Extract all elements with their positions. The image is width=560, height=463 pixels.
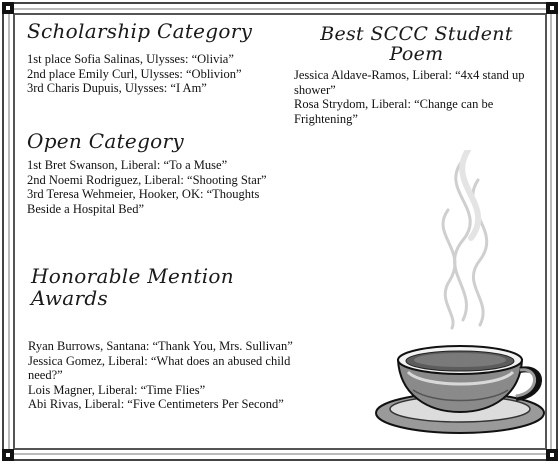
- open-entry-1: 1st Bret Swanson, Liberal: “To a Muse”: [27, 158, 228, 172]
- scholarship-entry-1: 1st place Sofia Salinas, Ulysses: “Olivia”: [27, 52, 234, 66]
- honorable-entry-1: Ryan Burrows, Santana: “Thank You, Mrs. Sullivan”: [28, 339, 293, 353]
- honorable-entry-4: Abi Rivas, Liberal: “Five Centimeters Per Second”: [28, 397, 284, 411]
- scholarship-section: [27, 20, 289, 96]
- scholarship-entry-3: 3rd Charis Dupuis, Ulysses: “I Am”: [27, 81, 207, 95]
- honorable-mention-heading: Honorable Mention Awards: [31, 264, 234, 310]
- open-entry-2: 2nd Noemi Rodriguez, Liberal: “Shooting Star”: [27, 172, 267, 187]
- honorable-mention-section: [28, 264, 293, 412]
- open-category-heading: Open Category: [27, 129, 184, 153]
- best-entry-2: Rosa Strydom, Liberal: “Change can be Frightening”: [294, 97, 494, 126]
- open-category-section: [27, 130, 289, 216]
- best-student-poem-heading: Best SCCC Student Poem: [320, 23, 513, 65]
- scholarship-heading: Scholarship Category: [27, 19, 253, 43]
- honorable-entry-3: Lois Magner, Liberal: “Time Flies”: [28, 382, 206, 397]
- coffee-cup-illustration: [368, 150, 546, 440]
- best-entry-1: Jessica Aldave-Ramos, Liberal: “4x4 stand up shower”: [294, 68, 525, 97]
- scholarship-entry-2: 2nd place Emily Curl, Ulysses: “Oblivion”: [27, 66, 242, 81]
- best-student-poem-section: [294, 24, 539, 126]
- honorable-entry-2: Jessica Gomez, Liberal: “What does an abused child need?”: [28, 353, 291, 382]
- open-entry-3: 3rd Teresa Wehmeier, Hooker, OK: “Thoughts Beside a Hospital Bed”: [27, 187, 260, 216]
